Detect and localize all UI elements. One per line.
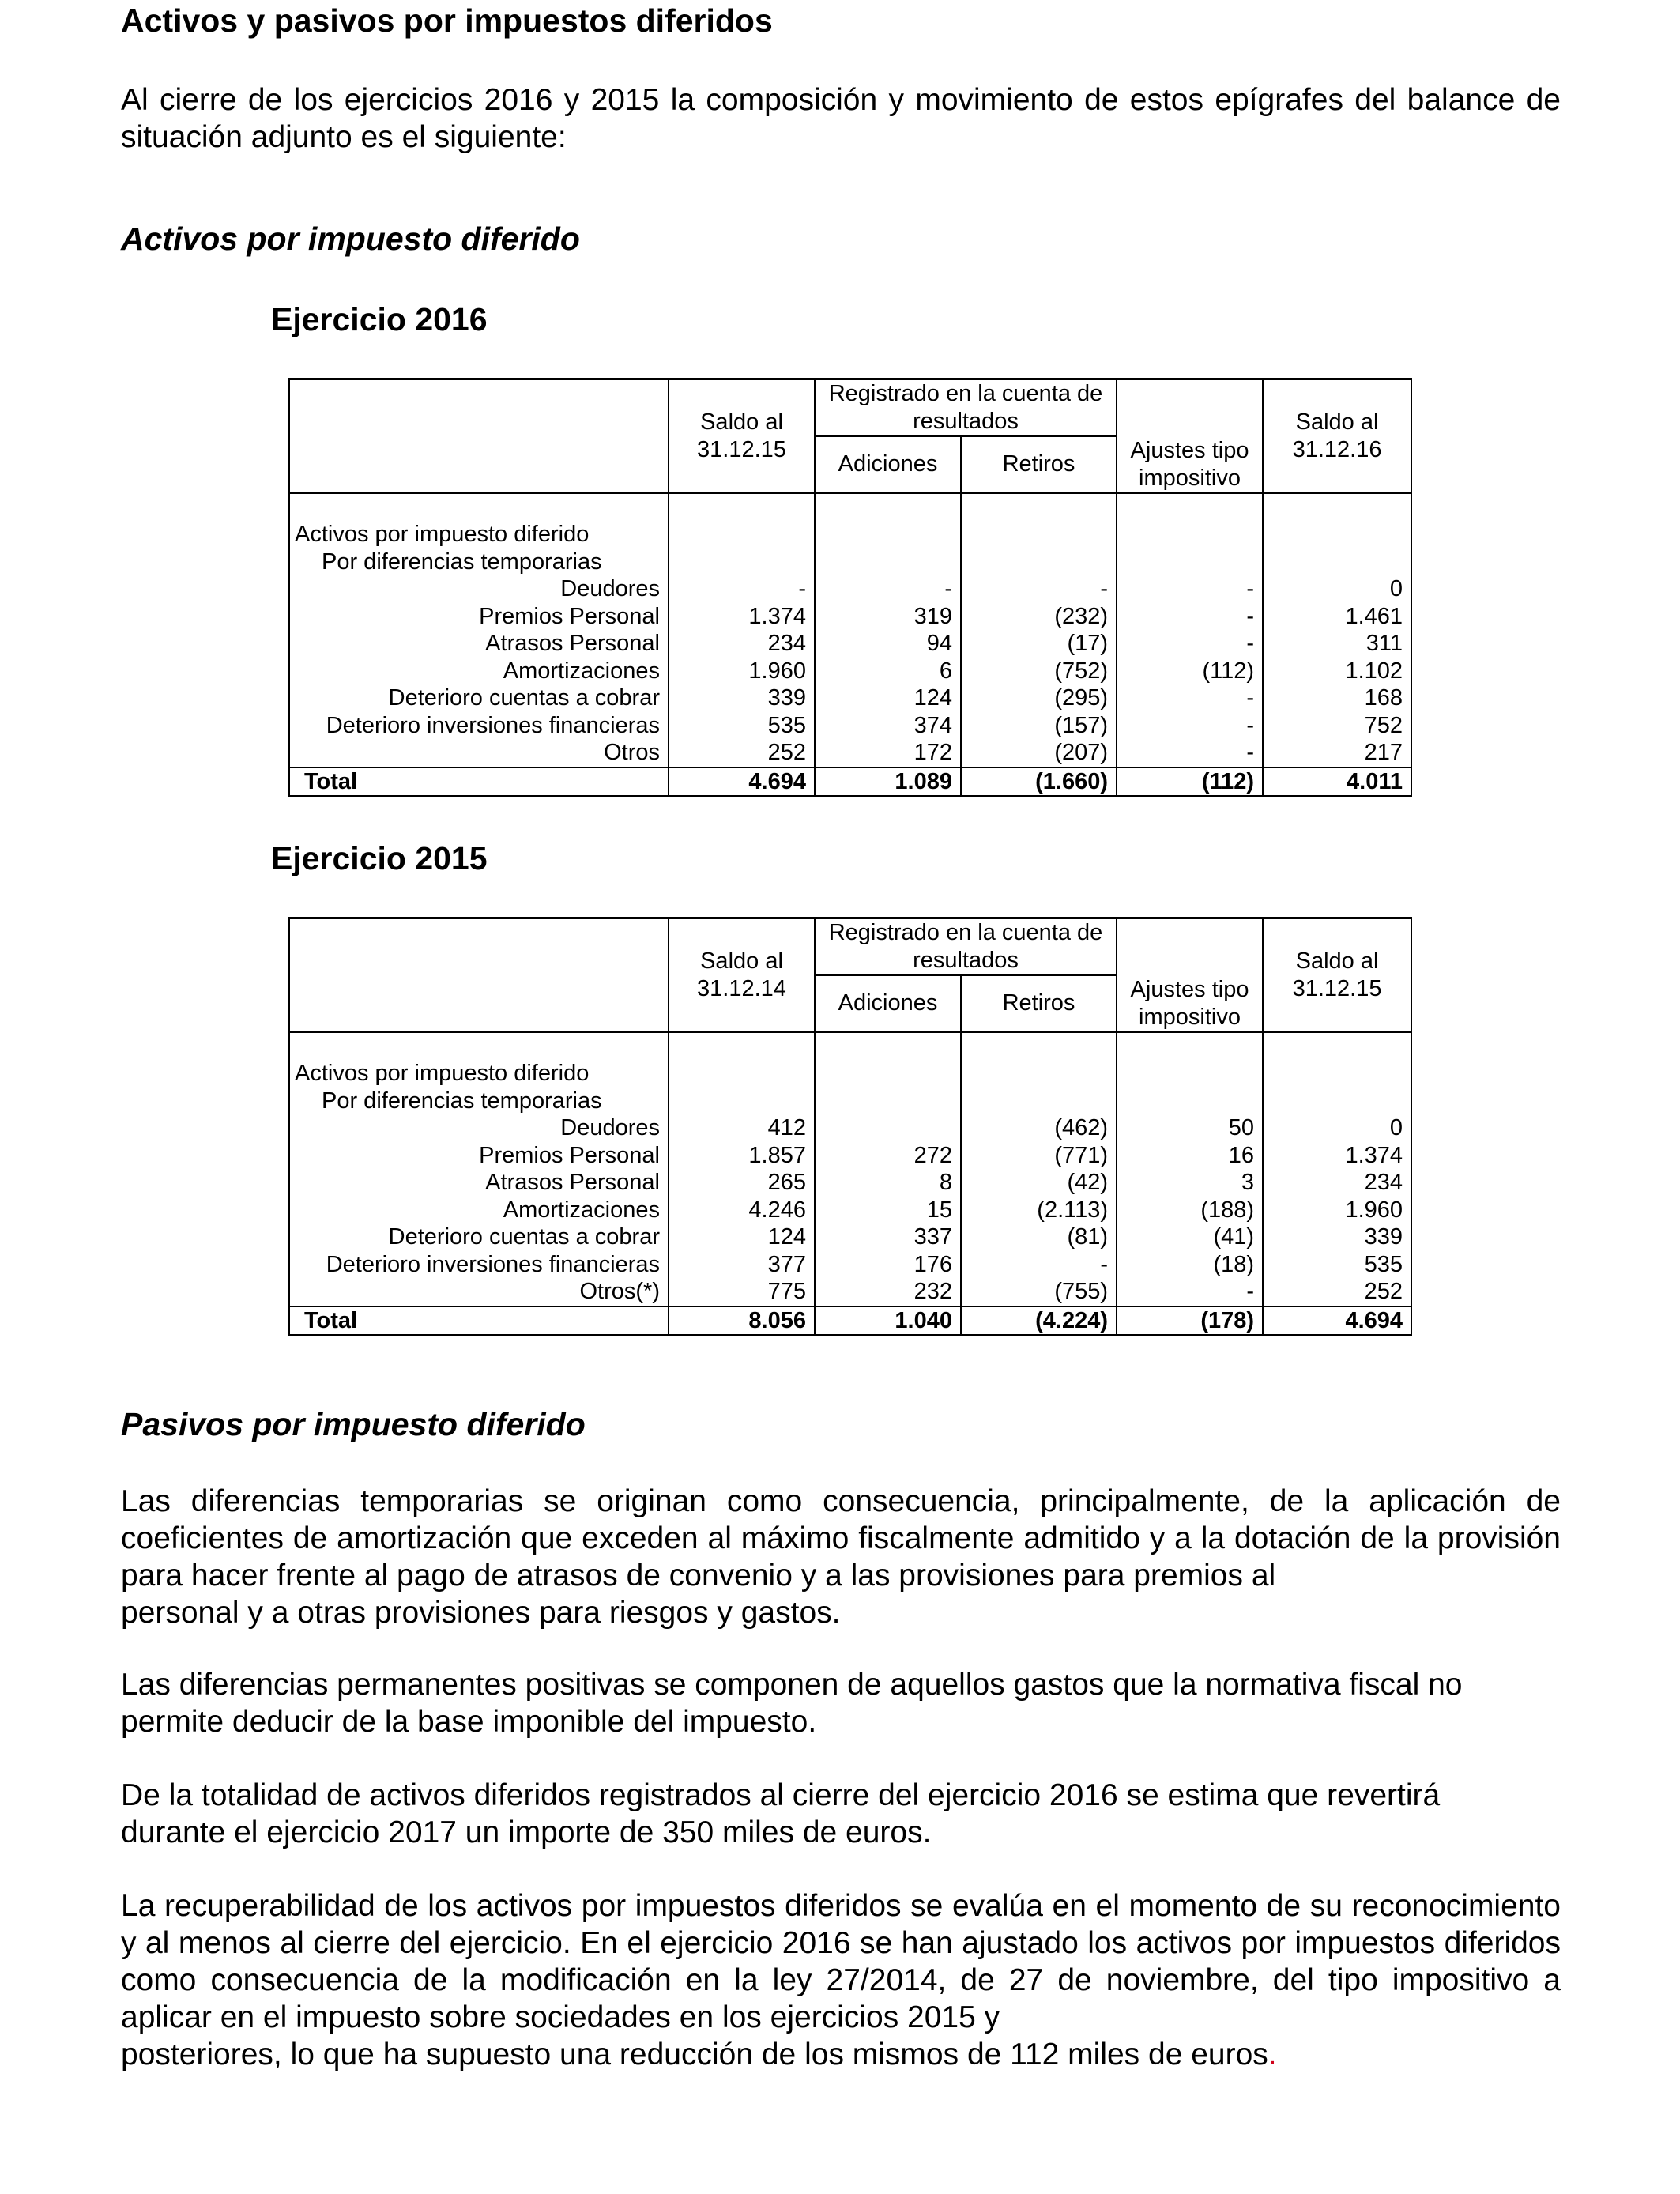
col-saldo-fin-header: Saldo al 31.12.15 <box>1263 918 1411 1032</box>
table-2016 <box>288 378 1412 797</box>
col-registrado-header: Registrado en la cuenta de resultados <box>815 379 1117 437</box>
table-row: Amortizaciones 4.246 15 (2.113) (188) 1.960 <box>289 1197 1411 1224</box>
table-row: Premios Personal 1.857 272 (771) 16 1.374 <box>289 1142 1411 1170</box>
total-row: Total 8.056 1.040 (4.224) (178) 4.694 <box>289 1306 1411 1336</box>
table-row: Otros(*) 775 232 (755) - 252 <box>289 1278 1411 1306</box>
table-row: Amortizaciones 1.960 6 (752) (112) 1.102 <box>289 658 1411 685</box>
col-retiros-header: Retiros <box>961 436 1117 493</box>
ejercicio-2015-heading: Ejercicio 2015 <box>271 840 488 876</box>
group-row: Activos por impuesto diferido <box>289 521 1411 548</box>
table-row: Deterioro inversiones financieras 535 374 (157) - 752 <box>289 712 1411 740</box>
table-row: Deterioro cuentas a cobrar 124 337 (81) (41) 339 <box>289 1223 1411 1251</box>
col-adiciones-header: Adiciones <box>815 975 961 1032</box>
table-2015 <box>288 917 1412 1336</box>
table-row: Otros 252 172 (207) - 217 <box>289 739 1411 767</box>
col-saldo-ini-header: Saldo al 31.12.15 <box>669 379 815 493</box>
col-saldo-fin-header: Saldo al 31.12.16 <box>1263 379 1411 493</box>
page-title: Activos y pasivos por impuestos diferidos <box>121 2 773 39</box>
col-saldo-ini-header: Saldo al 31.12.14 <box>669 918 815 1032</box>
col-retiros-header: Retiros <box>961 975 1117 1032</box>
subgroup-row: Por diferencias temporarias <box>289 548 1411 576</box>
total-row: Total 4.694 1.089 (1.660) (112) 4.011 <box>289 767 1411 797</box>
activos-heading: Activos por impuesto diferido <box>121 221 580 257</box>
table-row: Premios Personal 1.374 319 (232) - 1.461 <box>289 603 1411 631</box>
intro-text: Al cierre de los ejercicios 2016 y 2015 la composición y movimiento de estos epígrafes del balance de situación adjunto es el siguiente: <box>121 83 1561 154</box>
table-row: Deudores - - - - 0 <box>289 575 1411 603</box>
col-ajustes-header: Ajustes tipo impositivo <box>1117 918 1263 1032</box>
table-row: Deterioro inversiones financieras 377 176 - (18) 535 <box>289 1251 1411 1279</box>
paragraph-4: La recuperabilidad de los activos por impuestos diferidos se evalúa en el momento de su reconocimiento y al menos al cierre del ejercicio. En el ejercicio 2016 se han ajustado los activos por impuestos diferidos como consecuencia de la modificación en la ley 27/2014, de 27 de noviembre, del tipo impositivo a aplicar en el impuesto sobre sociedades en los ejercicios 2015 y posteriores, lo que ha supuesto una reducción de los mismos de 112 miles de euros. <box>121 1889 1561 2071</box>
table-row: Atrasos Personal 234 94 (17) - 311 <box>289 630 1411 658</box>
ejercicio-2016-heading: Ejercicio 2016 <box>271 301 488 337</box>
pasivos-heading: Pasivos por impuesto diferido <box>121 1406 586 1442</box>
paragraph-2: Las diferencias permanentes positivas se componen de aquellos gastos que la normativa fiscal no permite deducir de la base imponible del impuesto. <box>121 1668 1463 1739</box>
col-registrado-header: Registrado en la cuenta de resultados <box>815 918 1117 976</box>
col-adiciones-header: Adiciones <box>815 436 961 493</box>
col-ajustes-header: Ajustes tipo impositivo <box>1117 379 1263 493</box>
subgroup-row: Por diferencias temporarias <box>289 1088 1411 1115</box>
paragraph-1: Las diferencias temporarias se originan como consecuencia, principalmente, de la aplicación de coeficientes de amortización que exceden al máximo fiscalmente admitido y a la dotación de la provisión para hacer frente al pago de atrasos de convenio y a las provisiones para premios al personal y a otras provisiones para riesgos y gastos. <box>121 1484 1561 1630</box>
paragraph-3: De la totalidad de activos diferidos registrados al cierre del ejercicio 2016 se estima que revertirá durante el ejercicio 2017 un importe de 350 miles de euros. <box>121 1778 1441 1849</box>
group-row: Activos por impuesto diferido <box>289 1060 1411 1088</box>
table-row: Atrasos Personal 265 8 (42) 3 234 <box>289 1169 1411 1197</box>
table-row: Deudores 412 (462) 50 0 <box>289 1114 1411 1142</box>
table-row: Deterioro cuentas a cobrar 339 124 (295) - 168 <box>289 684 1411 712</box>
intro-paragraph <box>121 81 1561 156</box>
